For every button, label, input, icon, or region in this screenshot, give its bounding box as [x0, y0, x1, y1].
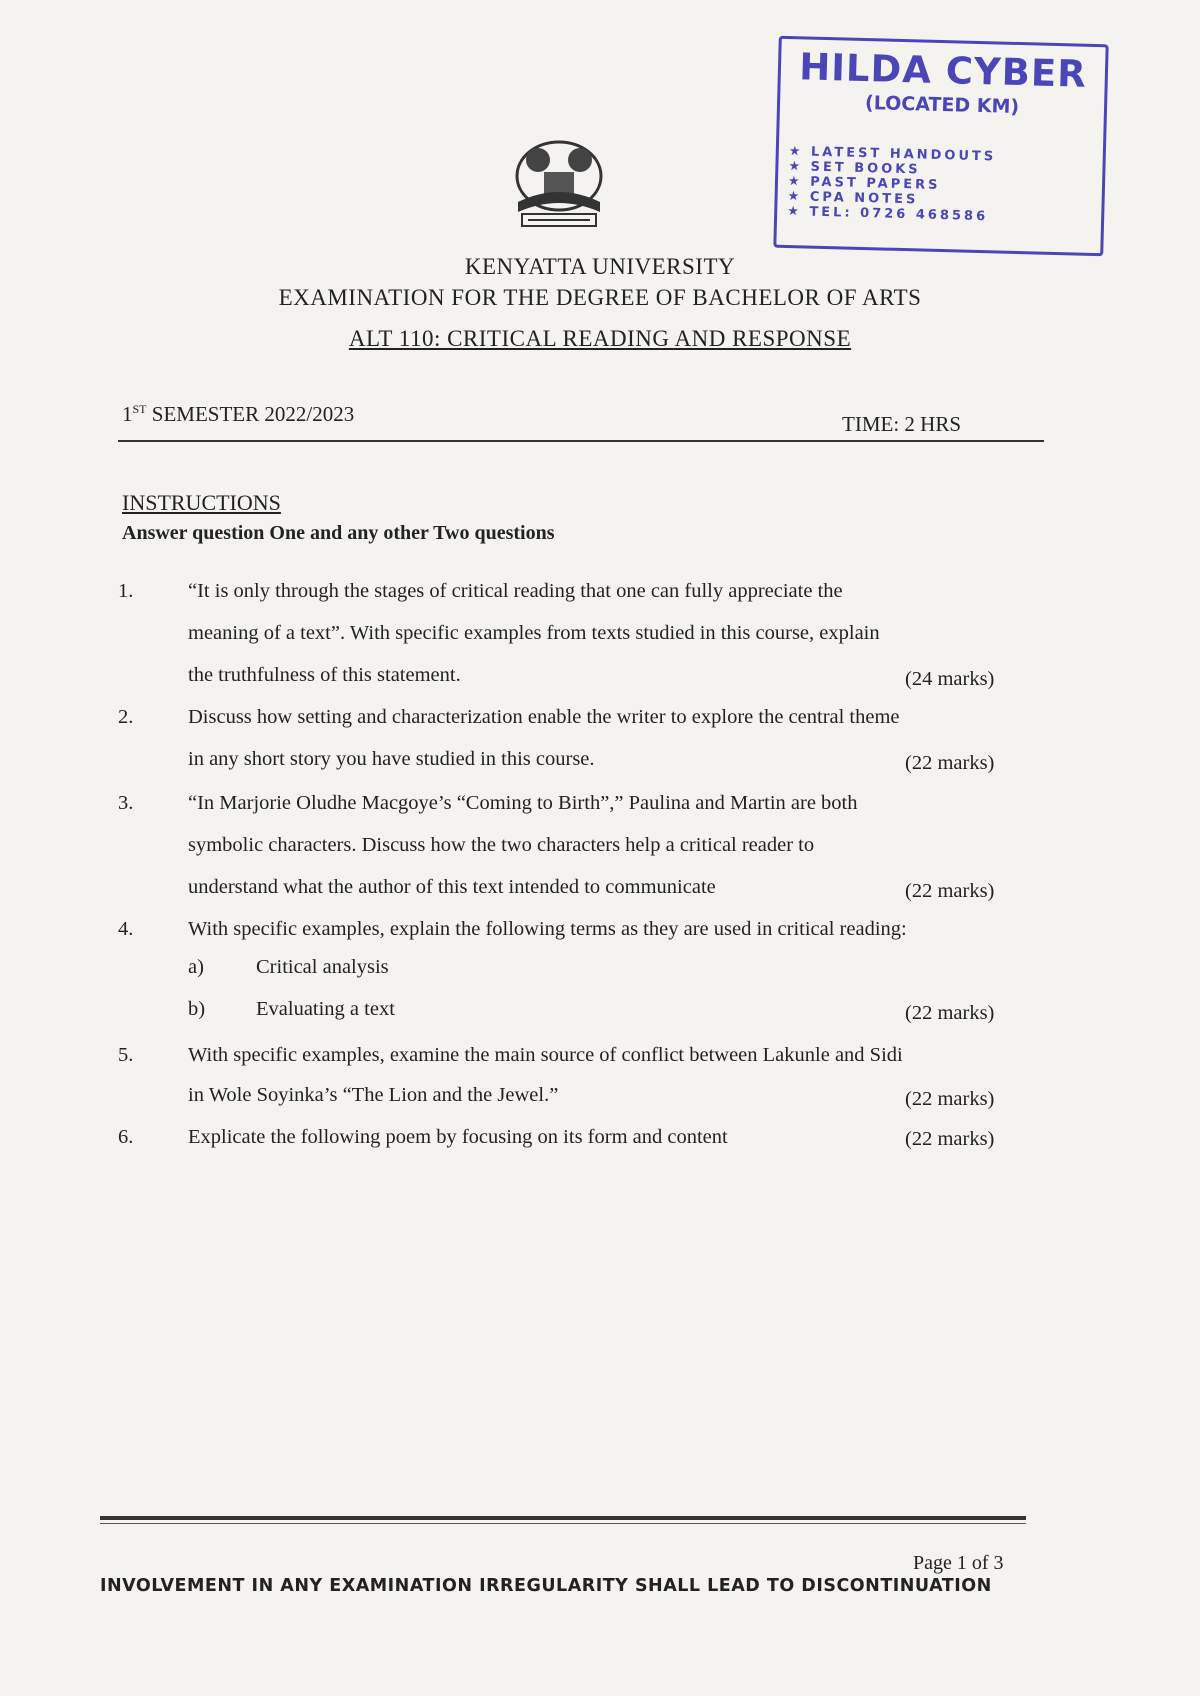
instructions-text: Answer question One and any other Two questions [122, 522, 555, 544]
question-number: 4. [118, 918, 134, 940]
university-name: KENYATTA UNIVERSITY [464, 254, 736, 279]
subitem-letter: a) [188, 956, 204, 978]
footer-divider [100, 1516, 1026, 1520]
stamp-item: ★ LATEST HANDOUTS [788, 144, 997, 165]
stamp-items [787, 144, 1093, 227]
question-line: With specific examples, examine the main source of conflict between Lakunle and Sidi [188, 1044, 903, 1066]
footer-warning: INVOLVEMENT IN ANY EXAMINATION IRREGULARITY SHALL LEAD TO DISCONTINUATION [100, 1576, 992, 1596]
stamp-location: (LOCATED KM) [864, 92, 1020, 119]
question-marks: (22 marks) [905, 1002, 995, 1024]
question-number: 1. [118, 580, 134, 602]
course-title: ALT 110: CRITICAL READING AND RESPONSE [348, 326, 852, 351]
question-line: symbolic characters. Discuss how the two characters help a critical reader to [188, 834, 815, 856]
question-number: 5. [118, 1044, 134, 1066]
question-line: With specific examples, explain the following terms as they are used in critical reading: [188, 918, 907, 940]
question-line: “In Marjorie Oludhe Macgoye’s “Coming to Birth”,” Paulina and Martin are both [188, 792, 858, 814]
footer-divider [100, 1523, 1026, 1524]
question-line: in Wole Soyinka’s “The Lion and the Jewel.” [188, 1084, 559, 1106]
subitem-text: Evaluating a text [256, 998, 395, 1020]
question-line: understand what the author of this text intended to communicate [188, 876, 716, 898]
semester-suffix: ST [132, 402, 147, 416]
question-line: the truthfulness of this statement. [188, 664, 461, 686]
question-number: 3. [118, 792, 134, 814]
stamp-item: ★ PAST PAPERS [787, 174, 941, 193]
semester-number: 1 [122, 402, 133, 426]
question-number: 2. [118, 706, 134, 728]
stamp [773, 36, 1108, 257]
exam-time: TIME: 2 HRS [842, 412, 962, 436]
question-marks: (22 marks) [905, 1128, 995, 1150]
question-line: in any short story you have studied in this course. [188, 748, 595, 770]
question-line: Explicate the following poem by focusing on its form and content [188, 1126, 728, 1148]
question-number: 6. [118, 1126, 134, 1148]
divider [118, 440, 1044, 442]
question-marks: (22 marks) [905, 752, 995, 774]
semester [122, 402, 354, 427]
page-number: Page 1 of 3 [913, 1552, 1004, 1574]
question-line: meaning of a text”. With specific examples from texts studied in this course, explain [188, 622, 880, 644]
question-marks: (22 marks) [905, 880, 995, 902]
stamp-item: ★ TEL: 0726 468586 [787, 203, 989, 225]
stamp-name: HILDA CYBER [798, 45, 1088, 96]
stamp-item: ★ CPA NOTES [787, 189, 919, 208]
question-line: “It is only through the stages of critical reading that one can fully appreciate the [188, 580, 843, 602]
exam-title: EXAMINATION FOR THE DEGREE OF BACHELOR OF ARTS [278, 285, 922, 310]
question-marks: (22 marks) [905, 1088, 995, 1110]
subitem-letter: b) [188, 998, 206, 1020]
university-crest-logo [498, 132, 620, 240]
subitem-text: Critical analysis [256, 956, 389, 978]
question-marks: (24 marks) [905, 668, 995, 690]
stamp-item: ★ SET BOOKS [788, 159, 921, 178]
instructions-heading: INSTRUCTIONS [122, 490, 281, 515]
semester-text: SEMESTER 2022/2023 [146, 402, 355, 426]
question-line: Discuss how setting and characterization enable the writer to explore the central theme [188, 706, 900, 728]
